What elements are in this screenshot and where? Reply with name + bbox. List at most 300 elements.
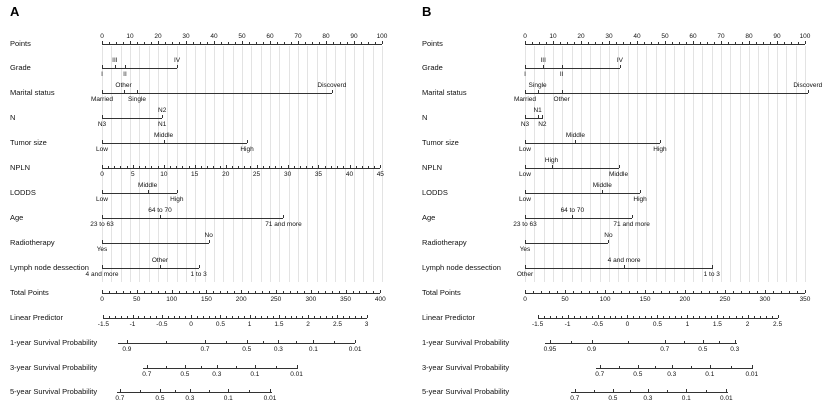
tick-label: 0.5 [180, 371, 190, 378]
tick-mark [777, 41, 778, 44]
tick-label: 0.7 [595, 371, 605, 378]
minor-tick [706, 390, 707, 392]
minor-tick [556, 316, 557, 318]
axis-line [538, 318, 778, 319]
tick-label: 0.5 [633, 371, 643, 378]
row-label: Grade [422, 63, 443, 72]
minor-tick [669, 316, 670, 318]
minor-tick [700, 42, 701, 44]
reference-gridline [684, 46, 685, 282]
row-label: Points [10, 39, 31, 48]
tick-label: 350 [799, 296, 811, 303]
tick-label: High [653, 146, 667, 153]
tick-label: 40 [633, 33, 641, 40]
axis-line [525, 168, 619, 169]
tick-label: 0.5 [215, 321, 225, 328]
tick-mark [703, 340, 704, 343]
tick-label: Middle [154, 132, 174, 139]
tick-label: 0.1 [223, 395, 233, 402]
axis-line [525, 243, 608, 244]
tick-mark [620, 65, 621, 68]
minor-tick [672, 42, 673, 44]
tick-label: I [101, 71, 103, 78]
tick-label: 3 [364, 321, 369, 328]
tick-label: Low [519, 171, 531, 178]
minor-tick [772, 316, 773, 318]
tick-label: 30 [605, 33, 613, 40]
tick-label: III [540, 57, 546, 64]
tick-label: 0.7 [142, 371, 152, 378]
tick-mark [525, 140, 526, 143]
tick-mark [525, 265, 526, 268]
tick-label: High [633, 196, 647, 203]
minor-tick [741, 291, 742, 293]
tick-label: 1 [685, 321, 690, 328]
axis-line [525, 293, 805, 294]
axis-line [525, 193, 640, 194]
tick-label: 20 [222, 171, 230, 178]
tick-label: 64 to 70 [560, 207, 585, 214]
tick-label: 0.7 [660, 346, 670, 353]
tick-label: 0.01 [263, 395, 277, 402]
tick-label: Married [90, 96, 114, 103]
tick-label: 0 [625, 321, 630, 328]
row-label: 1-year Survival Probability [422, 338, 510, 347]
minor-tick [653, 291, 654, 293]
tick-mark [562, 90, 563, 93]
minor-tick [588, 42, 589, 44]
tick-label: IV [616, 57, 623, 64]
minor-tick [699, 316, 700, 318]
tick-label: 250 [719, 296, 731, 303]
tick-label: 80 [322, 33, 330, 40]
tick-label: N2 [538, 121, 547, 128]
minor-tick [669, 291, 670, 293]
tick-label: 0 [100, 171, 104, 178]
tick-mark [665, 340, 666, 343]
minor-tick [658, 42, 659, 44]
tick-label: 0.9 [587, 346, 597, 353]
tick-mark [619, 165, 620, 168]
minor-tick [784, 42, 785, 44]
tick-mark [525, 41, 526, 44]
axis-line [525, 93, 808, 94]
reference-gridline [712, 46, 713, 282]
tick-mark [605, 290, 606, 293]
tick-label: 0.9 [122, 346, 132, 353]
tick-mark [778, 315, 779, 318]
tick-label: 80 [745, 33, 753, 40]
tick-label: 5 [130, 171, 135, 178]
tick-label: 50 [661, 33, 669, 40]
minor-tick [621, 316, 622, 318]
tick-label: IV [173, 57, 181, 64]
tick-mark [710, 365, 711, 368]
row-label: Total Points [422, 288, 461, 297]
tick-mark [687, 315, 688, 318]
tick-label: No [604, 232, 613, 239]
row-label: Age [422, 213, 436, 222]
tick-label: 71 and more [265, 221, 302, 228]
tick-mark [609, 41, 610, 44]
axis-line [525, 44, 805, 45]
tick-mark [581, 41, 582, 44]
tick-label: -0.5 [156, 321, 168, 328]
reference-gridline [656, 46, 657, 282]
reference-gridline [609, 46, 610, 282]
row-label: NPLN [422, 163, 443, 172]
minor-tick [681, 316, 682, 318]
tick-label: Yes [519, 246, 531, 253]
tick-label: 10 [126, 33, 134, 40]
minor-tick [756, 42, 757, 44]
reference-gridline [572, 46, 573, 282]
tick-label: 0.3 [185, 395, 195, 402]
tick-label: Low [519, 146, 531, 153]
minor-tick [615, 316, 616, 318]
tick-label: Married [513, 96, 537, 103]
tick-mark [538, 315, 539, 318]
tick-label: 0.3 [730, 346, 740, 353]
tick-label: 250 [270, 296, 282, 303]
reference-gridline [730, 46, 731, 282]
minor-tick [736, 316, 737, 318]
tick-label: 50 [561, 296, 569, 303]
tick-label: Low [96, 146, 108, 153]
tick-label: -1.5 [531, 321, 544, 328]
panel-b-letter: B [422, 4, 432, 19]
row-label: 5-year Survival Probability [10, 387, 98, 396]
tick-label: 400 [374, 296, 386, 303]
tick-label: 23 to 63 [90, 221, 114, 228]
tick-label: 4 and more [607, 257, 641, 264]
minor-tick [719, 341, 720, 343]
tick-label: Discoverd [793, 82, 823, 89]
minor-tick [639, 316, 640, 318]
minor-tick [686, 42, 687, 44]
tick-mark [525, 165, 526, 168]
row-label: Grade [10, 63, 31, 72]
reference-gridline [590, 46, 591, 282]
minor-tick [610, 316, 611, 318]
minor-tick [742, 316, 743, 318]
tick-label: 15 [191, 171, 199, 178]
minor-tick [717, 291, 718, 293]
tick-mark [525, 90, 526, 93]
tick-label: 2 [306, 321, 310, 328]
reference-gridline [637, 46, 638, 282]
minor-tick [532, 42, 533, 44]
tick-label: 35 [314, 171, 323, 178]
reference-gridline [740, 46, 741, 282]
tick-label: 40 [345, 171, 354, 178]
tick-label: 60 [266, 33, 274, 40]
axis-line [525, 118, 543, 119]
tick-label: 10 [549, 33, 557, 40]
minor-tick [733, 291, 734, 293]
tick-label: 200 [235, 296, 247, 303]
tick-mark [735, 340, 736, 343]
minor-tick [763, 42, 764, 44]
tick-label: 0.01 [348, 346, 362, 353]
tick-label: 0.01 [719, 395, 733, 402]
tick-label: Low [519, 196, 531, 203]
tick-label: 0 [523, 33, 527, 40]
tick-label: 2.5 [773, 321, 783, 328]
axis-line [545, 343, 737, 344]
reference-gridline [665, 46, 666, 282]
minor-tick [742, 42, 743, 44]
tick-label: 2 [745, 321, 750, 328]
reference-gridline [693, 46, 694, 282]
tick-label: 70 [294, 33, 302, 40]
tick-label: 10 [160, 171, 168, 178]
row-label: 3-year Survival Probability [422, 363, 510, 372]
tick-mark [608, 240, 609, 243]
minor-tick [580, 316, 581, 318]
minor-tick [613, 291, 614, 293]
tick-label: -1.5 [97, 321, 109, 328]
minor-tick [693, 291, 694, 293]
tick-label: 1.5 [274, 321, 284, 328]
minor-tick [645, 316, 646, 318]
tick-mark [538, 90, 539, 93]
row-label: Lymph node dessection [10, 263, 89, 272]
tick-label: N2 [158, 107, 167, 114]
tick-label: 4 and more [85, 271, 119, 278]
axis-line [596, 368, 753, 369]
minor-tick [781, 291, 782, 293]
tick-label: N1 [158, 121, 167, 128]
tick-label: II [123, 71, 127, 78]
row-label: N [10, 113, 16, 122]
reference-gridline [777, 46, 778, 282]
tick-label: 64 to 70 [148, 207, 172, 214]
row-label: Tumor size [10, 138, 47, 147]
tick-label: II [559, 71, 564, 78]
tick-mark [565, 290, 566, 293]
minor-tick [589, 291, 590, 293]
minor-tick [749, 291, 750, 293]
tick-label: High [240, 146, 254, 153]
tick-label: 0 [189, 321, 193, 328]
tick-label: 0.01 [745, 371, 759, 378]
panel-a-letter: A [10, 4, 20, 19]
minor-tick [757, 291, 758, 293]
tick-label: 23 to 63 [513, 221, 537, 228]
tick-label: 1 [247, 321, 252, 328]
row-label: Total Points [10, 288, 49, 297]
minor-tick [541, 291, 542, 293]
minor-tick [723, 316, 724, 318]
tick-label: 90 [773, 33, 781, 40]
tick-label: 0 [100, 33, 104, 40]
tick-label: 0.3 [273, 346, 283, 353]
tick-mark [598, 315, 599, 318]
row-label: Linear Predictor [422, 313, 475, 322]
reference-gridline [702, 46, 703, 282]
tick-mark [525, 190, 526, 193]
tick-mark [748, 315, 749, 318]
tick-label: 2.5 [332, 321, 342, 328]
tick-label: 150 [201, 296, 212, 303]
tick-label: N3 [97, 121, 107, 128]
tick-label: -0.5 [591, 321, 604, 328]
minor-tick [707, 42, 708, 44]
tick-label: 0.7 [115, 395, 125, 402]
tick-mark [538, 115, 539, 118]
tick-mark [805, 41, 806, 44]
tick-mark [657, 315, 658, 318]
tick-label: Middle [138, 182, 158, 189]
tick-mark [765, 290, 766, 293]
minor-tick [675, 316, 676, 318]
minor-tick [791, 42, 792, 44]
tick-label: Discoverd [317, 82, 347, 89]
tick-label: 0.3 [667, 371, 677, 378]
tick-label: 0.7 [200, 346, 210, 353]
minor-tick [691, 366, 692, 368]
tick-label: High [544, 157, 559, 164]
tick-mark [550, 340, 551, 343]
minor-tick [574, 316, 575, 318]
tick-label: 1.5 [712, 321, 722, 328]
row-label: Points [422, 39, 443, 48]
row-label: Radiotherapy [422, 238, 467, 247]
minor-tick [581, 291, 582, 293]
tick-label: III [112, 57, 118, 64]
row-label: N [422, 113, 428, 122]
minor-tick [621, 291, 622, 293]
reference-gridline [553, 46, 554, 282]
minor-tick [797, 291, 798, 293]
minor-tick [773, 291, 774, 293]
minor-tick [728, 42, 729, 44]
minor-tick [679, 42, 680, 44]
axis-line [525, 68, 620, 69]
minor-tick [630, 42, 631, 44]
tick-label: Middle [565, 132, 585, 139]
tick-mark [721, 41, 722, 44]
minor-tick [714, 42, 715, 44]
tick-mark [553, 41, 554, 44]
tick-mark [572, 215, 573, 218]
tick-mark [648, 389, 649, 392]
tick-label: 100 [799, 33, 811, 40]
tick-label: No [204, 232, 213, 239]
minor-tick [550, 316, 551, 318]
minor-tick [729, 316, 730, 318]
tick-label: 50 [238, 33, 246, 40]
tick-mark [686, 389, 687, 392]
tick-label: 0.01 [290, 371, 303, 378]
tick-label: 40 [210, 33, 218, 40]
row-label: LODDS [10, 188, 36, 197]
tick-label: Low [96, 196, 108, 203]
row-label: Age [10, 213, 24, 222]
reference-gridline [646, 46, 647, 282]
tick-mark [805, 290, 806, 293]
tick-label: 50 [133, 296, 141, 303]
tick-mark [685, 290, 686, 293]
tick-label: 0.1 [250, 371, 260, 378]
minor-tick [798, 42, 799, 44]
row-label: Linear Predictor [10, 313, 63, 322]
tick-mark [525, 290, 526, 293]
minor-tick [604, 316, 605, 318]
tick-label: High [170, 196, 184, 203]
tick-label: 45 [376, 171, 384, 178]
tick-label: 0 [523, 296, 527, 303]
tick-label: 0 [100, 296, 104, 303]
tick-label: N1 [533, 107, 542, 114]
reference-gridline [581, 46, 582, 282]
minor-tick [567, 42, 568, 44]
tick-mark [717, 315, 718, 318]
tick-mark [613, 389, 614, 392]
minor-tick [760, 316, 761, 318]
tick-label: Yes [96, 246, 108, 253]
reference-gridline [758, 46, 759, 282]
reference-gridline [600, 46, 601, 282]
row-label: Tumor size [422, 138, 459, 147]
tick-label: Other [115, 82, 132, 89]
minor-tick [586, 316, 587, 318]
minor-tick [701, 291, 702, 293]
tick-label: 0.1 [705, 371, 715, 378]
tick-label: N3 [520, 121, 530, 128]
tick-label: Other [151, 257, 169, 264]
tick-mark [808, 90, 809, 93]
tick-label: Middle [608, 171, 629, 178]
row-label: Lymph node dessection [422, 263, 501, 272]
reference-gridline [628, 46, 629, 282]
tick-label: 150 [639, 296, 651, 303]
minor-tick [616, 42, 617, 44]
minor-tick [789, 291, 790, 293]
minor-tick [619, 366, 620, 368]
tick-mark [665, 41, 666, 44]
row-label: LODDS [422, 188, 448, 197]
tick-label: 60 [689, 33, 697, 40]
reference-gridline [721, 46, 722, 282]
axis-line [571, 392, 728, 393]
minor-tick [630, 390, 631, 392]
tick-label: Single [528, 82, 547, 89]
tick-label: 200 [679, 296, 691, 303]
minor-tick [693, 316, 694, 318]
reference-gridline [768, 46, 769, 282]
tick-mark [725, 290, 726, 293]
reference-gridline [786, 46, 787, 282]
tick-label: 0.7 [570, 395, 580, 402]
minor-tick [560, 42, 561, 44]
tick-label: 0.5 [652, 321, 662, 328]
tick-label: 0.5 [698, 346, 708, 353]
row-label: 3-year Survival Probability [10, 363, 98, 372]
minor-tick [623, 42, 624, 44]
minor-tick [667, 390, 668, 392]
tick-label: 100 [166, 296, 178, 303]
tick-mark [552, 165, 553, 168]
minor-tick [592, 316, 593, 318]
tick-label: 0.5 [608, 395, 618, 402]
minor-tick [709, 291, 710, 293]
minor-tick [661, 291, 662, 293]
tick-mark [542, 115, 543, 118]
tick-label: Other [553, 96, 570, 103]
tick-mark [525, 240, 526, 243]
